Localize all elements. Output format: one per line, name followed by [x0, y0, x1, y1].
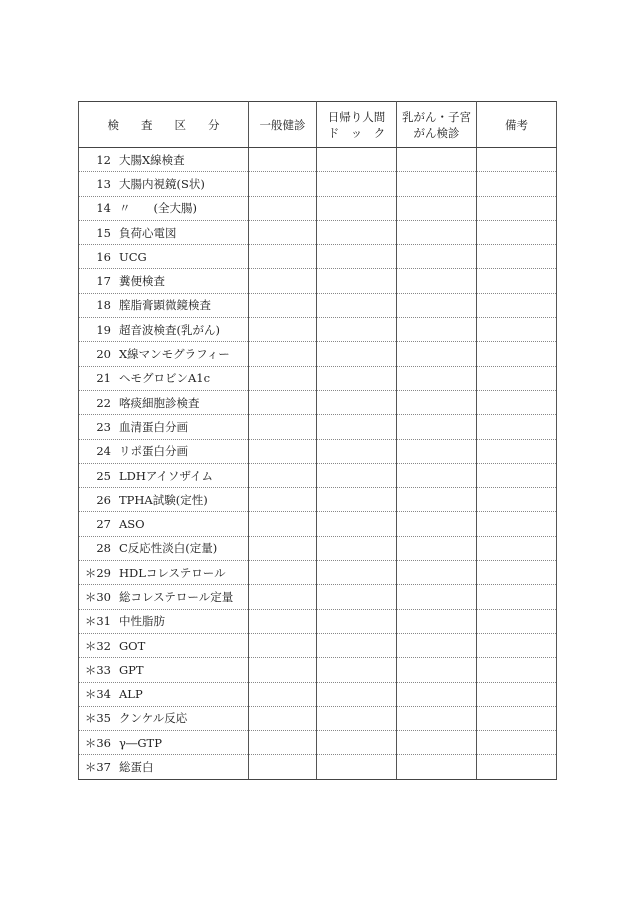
- row-exam-name: ASO: [119, 517, 145, 532]
- row-category-cell: [79, 415, 249, 439]
- remarks-cell[interactable]: [477, 463, 557, 487]
- table-row: [79, 342, 557, 366]
- row-number: 26: [96, 492, 111, 507]
- cancer-cell[interactable]: [397, 172, 477, 196]
- row-number: 17: [96, 274, 111, 289]
- table-row: [79, 755, 557, 779]
- row-category-cell: [79, 172, 249, 196]
- row-category-cell: [79, 585, 249, 609]
- general-cell[interactable]: [249, 366, 317, 390]
- row-category-cell: [79, 342, 249, 366]
- row-exam-name: γ―GTP: [119, 735, 162, 750]
- general-cell[interactable]: [249, 318, 317, 342]
- table-row: [79, 269, 557, 293]
- row-number: 24: [96, 444, 111, 459]
- table-row: [79, 609, 557, 633]
- general-cell[interactable]: [249, 755, 317, 779]
- remarks-cell[interactable]: [477, 561, 557, 585]
- table-row: [79, 196, 557, 220]
- row-number: ＊30: [84, 589, 111, 604]
- general-cell[interactable]: [249, 633, 317, 657]
- remarks-cell[interactable]: [477, 658, 557, 682]
- remarks-cell[interactable]: [477, 390, 557, 414]
- general-cell[interactable]: [249, 682, 317, 706]
- cancer-cell[interactable]: [397, 439, 477, 463]
- cancer-cell[interactable]: [397, 755, 477, 779]
- cancer-cell[interactable]: [397, 220, 477, 244]
- row-category-cell: [79, 561, 249, 585]
- cancer-cell[interactable]: [397, 609, 477, 633]
- table-row: [79, 706, 557, 730]
- row-number: ＊34: [84, 687, 111, 702]
- row-exam-name: ヘモグロビンA1c: [119, 371, 211, 386]
- row-number: 15: [96, 225, 111, 240]
- row-exam-name: 総コレステロール定量: [119, 589, 234, 604]
- row-exam-name: 〃 (全大腸): [119, 201, 197, 216]
- general-cell[interactable]: [249, 706, 317, 730]
- row-number: ＊32: [84, 638, 111, 653]
- row-number: ＊31: [84, 614, 111, 629]
- remarks-cell[interactable]: [477, 609, 557, 633]
- table-row: [79, 415, 557, 439]
- row-category-cell: [79, 245, 249, 269]
- row-exam-name: 大腸X線検査: [119, 152, 185, 167]
- remarks-cell[interactable]: [477, 536, 557, 560]
- cancer-cell[interactable]: [397, 293, 477, 317]
- row-number: 19: [96, 322, 111, 337]
- dock-cell[interactable]: [317, 269, 397, 293]
- dock-cell[interactable]: [317, 706, 397, 730]
- row-exam-name: 超音波検査(乳がん): [119, 322, 220, 337]
- header-remarks: 備考: [477, 102, 557, 148]
- general-cell[interactable]: [249, 561, 317, 585]
- row-number: 25: [96, 468, 111, 483]
- row-category-cell: [79, 318, 249, 342]
- dock-cell[interactable]: [317, 415, 397, 439]
- table-row: [79, 293, 557, 317]
- remarks-cell[interactable]: [477, 706, 557, 730]
- general-cell[interactable]: [249, 390, 317, 414]
- remarks-cell[interactable]: [477, 196, 557, 220]
- cancer-cell[interactable]: [397, 658, 477, 682]
- row-exam-name: ALP: [119, 687, 143, 702]
- dock-cell[interactable]: [317, 196, 397, 220]
- remarks-cell[interactable]: [477, 439, 557, 463]
- cancer-cell[interactable]: [397, 463, 477, 487]
- table-row: [79, 658, 557, 682]
- row-category-cell: [79, 366, 249, 390]
- dock-cell[interactable]: [317, 585, 397, 609]
- row-number: 12: [96, 152, 111, 167]
- table-row: [79, 439, 557, 463]
- table-row: [79, 536, 557, 560]
- row-category-cell: [79, 706, 249, 730]
- general-cell[interactable]: [249, 293, 317, 317]
- general-cell[interactable]: [249, 609, 317, 633]
- row-category-cell: [79, 390, 249, 414]
- general-cell[interactable]: [249, 439, 317, 463]
- row-category-cell: [79, 512, 249, 536]
- dock-cell[interactable]: [317, 609, 397, 633]
- row-exam-name: 中性脂肪: [119, 614, 165, 629]
- remarks-cell[interactable]: [477, 415, 557, 439]
- dock-cell[interactable]: [317, 512, 397, 536]
- row-exam-name: 大腸内視鏡(S状): [119, 176, 205, 191]
- cancer-cell[interactable]: [397, 196, 477, 220]
- table-row: [79, 220, 557, 244]
- row-category-cell: [79, 536, 249, 560]
- general-cell[interactable]: [249, 148, 317, 172]
- remarks-cell[interactable]: [477, 318, 557, 342]
- row-category-cell: [79, 196, 249, 220]
- header-cancer: 乳がん・子宮 がん検診: [397, 102, 477, 148]
- general-cell[interactable]: [249, 196, 317, 220]
- row-number: ＊33: [84, 662, 111, 677]
- dock-cell[interactable]: [317, 463, 397, 487]
- row-number: 14: [96, 201, 111, 216]
- cancer-cell[interactable]: [397, 585, 477, 609]
- row-exam-name: 糞便検査: [119, 274, 165, 289]
- row-exam-name: クンケル反応: [119, 711, 188, 726]
- dock-cell[interactable]: [317, 390, 397, 414]
- row-number: 22: [96, 395, 111, 410]
- remarks-cell[interactable]: [477, 366, 557, 390]
- row-exam-name: HDLコレステロール: [119, 565, 226, 580]
- row-exam-name: 血清蛋白分画: [119, 419, 188, 434]
- row-exam-name: LDHアイソザイム: [119, 468, 214, 483]
- dock-cell[interactable]: [317, 731, 397, 755]
- row-category-cell: [79, 439, 249, 463]
- row-exam-name: UCG: [119, 249, 147, 264]
- dock-cell[interactable]: [317, 633, 397, 657]
- general-cell[interactable]: [249, 415, 317, 439]
- table-row: [79, 633, 557, 657]
- general-cell[interactable]: [249, 658, 317, 682]
- row-number: ＊35: [84, 711, 111, 726]
- table-row: [79, 366, 557, 390]
- row-number: 21: [96, 371, 111, 386]
- table-row: [79, 148, 557, 172]
- row-number: 16: [96, 249, 111, 264]
- header-general: 一般健診: [249, 102, 317, 148]
- exam-table: [78, 101, 557, 780]
- remarks-cell[interactable]: [477, 245, 557, 269]
- row-category-cell: [79, 609, 249, 633]
- row-category-cell: [79, 220, 249, 244]
- table-row: [79, 585, 557, 609]
- remarks-cell[interactable]: [477, 293, 557, 317]
- row-category-cell: [79, 755, 249, 779]
- row-category-cell: [79, 463, 249, 487]
- cancer-cell[interactable]: [397, 706, 477, 730]
- general-cell[interactable]: [249, 220, 317, 244]
- row-number: ＊36: [84, 735, 111, 750]
- remarks-cell[interactable]: [477, 269, 557, 293]
- row-category-cell: [79, 269, 249, 293]
- table-row: [79, 390, 557, 414]
- dock-cell[interactable]: [317, 536, 397, 560]
- cancer-cell[interactable]: [397, 536, 477, 560]
- general-cell[interactable]: [249, 488, 317, 512]
- remarks-cell[interactable]: [477, 731, 557, 755]
- cancer-cell[interactable]: [397, 269, 477, 293]
- table-row: [79, 318, 557, 342]
- row-category-cell: [79, 682, 249, 706]
- row-exam-name: X線マンモグラフィー: [119, 347, 230, 362]
- row-exam-name: GOT: [119, 638, 146, 653]
- remarks-cell[interactable]: [477, 488, 557, 512]
- cancer-cell[interactable]: [397, 415, 477, 439]
- row-category-cell: [79, 658, 249, 682]
- row-exam-name: 負荷心電図: [119, 225, 177, 240]
- dock-cell[interactable]: [317, 488, 397, 512]
- cancer-cell[interactable]: [397, 342, 477, 366]
- dock-cell[interactable]: [317, 342, 397, 366]
- dock-cell[interactable]: [317, 561, 397, 585]
- header-row: [79, 102, 557, 148]
- row-category-cell: [79, 633, 249, 657]
- dock-cell[interactable]: [317, 439, 397, 463]
- row-category-cell: [79, 148, 249, 172]
- remarks-cell[interactable]: [477, 148, 557, 172]
- cancer-cell[interactable]: [397, 731, 477, 755]
- table-row: [79, 561, 557, 585]
- dock-cell[interactable]: [317, 318, 397, 342]
- dock-cell[interactable]: [317, 245, 397, 269]
- row-number: 18: [96, 298, 111, 313]
- dock-cell[interactable]: [317, 366, 397, 390]
- general-cell[interactable]: [249, 342, 317, 366]
- row-exam-name: リポ蛋白分画: [119, 444, 188, 459]
- header-dock: 日帰り人間 ド ッ ク: [317, 102, 397, 148]
- remarks-cell[interactable]: [477, 755, 557, 779]
- cancer-cell[interactable]: [397, 366, 477, 390]
- table-row: [79, 731, 557, 755]
- remarks-cell[interactable]: [477, 585, 557, 609]
- dock-cell[interactable]: [317, 658, 397, 682]
- table-row: [79, 512, 557, 536]
- dock-cell[interactable]: [317, 682, 397, 706]
- cancer-cell[interactable]: [397, 682, 477, 706]
- general-cell[interactable]: [249, 536, 317, 560]
- row-exam-name: 喀痰細胞診検査: [119, 395, 200, 410]
- dock-cell[interactable]: [317, 220, 397, 244]
- remarks-cell[interactable]: [477, 682, 557, 706]
- dock-cell[interactable]: [317, 148, 397, 172]
- general-cell[interactable]: [249, 245, 317, 269]
- cancer-cell[interactable]: [397, 390, 477, 414]
- general-cell[interactable]: [249, 463, 317, 487]
- remarks-cell[interactable]: [477, 512, 557, 536]
- table-row: [79, 463, 557, 487]
- general-cell[interactable]: [249, 731, 317, 755]
- cancer-cell[interactable]: [397, 561, 477, 585]
- row-exam-name: TPHA試験(定性): [119, 492, 208, 507]
- dock-cell[interactable]: [317, 293, 397, 317]
- remarks-cell[interactable]: [477, 342, 557, 366]
- row-number: 28: [96, 541, 111, 556]
- general-cell[interactable]: [249, 269, 317, 293]
- row-category-cell: [79, 488, 249, 512]
- table-row: [79, 488, 557, 512]
- row-category-cell: [79, 293, 249, 317]
- row-number: 27: [96, 517, 111, 532]
- dock-cell[interactable]: [317, 755, 397, 779]
- cancer-cell[interactable]: [397, 245, 477, 269]
- table-row: [79, 682, 557, 706]
- cancer-cell[interactable]: [397, 633, 477, 657]
- general-cell[interactable]: [249, 512, 317, 536]
- dock-cell[interactable]: [317, 172, 397, 196]
- remarks-cell[interactable]: [477, 220, 557, 244]
- table-row: [79, 172, 557, 196]
- remarks-cell[interactable]: [477, 172, 557, 196]
- row-category-cell: [79, 731, 249, 755]
- row-exam-name: C反応性淡白(定量): [119, 541, 218, 556]
- table-row: [79, 245, 557, 269]
- cancer-cell[interactable]: [397, 512, 477, 536]
- cancer-cell[interactable]: [397, 148, 477, 172]
- row-exam-name: 総蛋白: [119, 760, 154, 775]
- cancer-cell[interactable]: [397, 488, 477, 512]
- row-number: ＊37: [84, 760, 111, 775]
- row-number: 13: [96, 176, 111, 191]
- remarks-cell[interactable]: [477, 633, 557, 657]
- row-number: 23: [96, 419, 111, 434]
- cancer-cell[interactable]: [397, 318, 477, 342]
- header-category: 検 査 区 分: [79, 102, 249, 148]
- row-exam-name: GPT: [119, 662, 144, 677]
- row-number: 20: [96, 347, 111, 362]
- table-body: [79, 148, 557, 780]
- row-number: ＊29: [84, 565, 111, 580]
- general-cell[interactable]: [249, 585, 317, 609]
- general-cell[interactable]: [249, 172, 317, 196]
- row-exam-name: 膣脂膏顕微鏡検査: [119, 298, 211, 313]
